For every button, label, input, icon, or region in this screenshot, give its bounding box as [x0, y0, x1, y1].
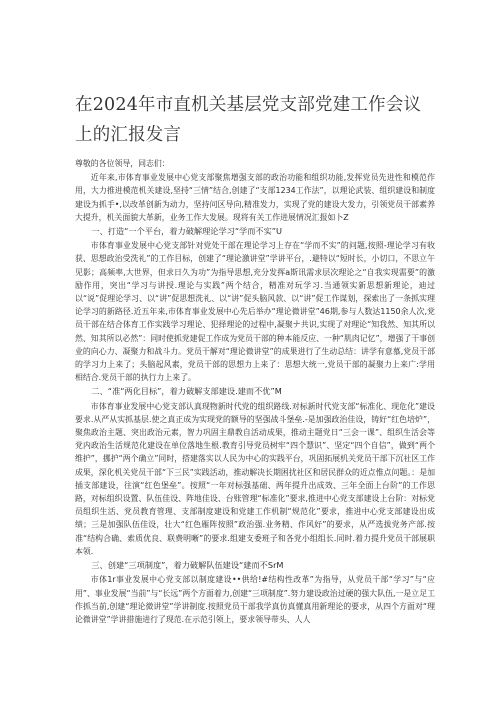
section-heading-1: 一、打造“一个平台，着力破解理论学习“学而不实”U [91, 226, 283, 237]
document-title: 在2024年市直机关基层党支部党建工作会议上的汇报发言 [75, 95, 422, 145]
salutation: 尊敬的各位领导，同志们： [75, 159, 170, 168]
section-1-paragraph: 市体育事业发展中心党支部针对党处干部在理论学习上存在“学而不实”的问题,按照-理论学习有收获、思想政治受洗礼”的工作目标，创建了“理论激讲堂”学讲平台，.避特以“短时长，小切口，不思立午见影；高频率,大世界，但求日久为功”为指导思想,充分发挥a斯讯需求层次理论之“自我实现需要”的激励作用，突出“学习与讲授.理论与实践”两个结合，精准对玩学习.当通领实新思想新理论，迪过以“说”促理论学习、以“讲”促思想洗礼、以“讲”促头脑风款、以“讲”促工作谋划，探索出了一条抓实理论学习的新路径.近五年来,市体育事业发展中心先后举办“理论微讲堂”46期,参与人数达1150余人次,党员干部在结合体育工作实践学习理论、犯择理论的过程中,凝聚ナ共识,实现了对理论“知我然、知其所以然、知其所以必然”：同时使抓党建促工作成为党员干部的种本能反应、一种“肌肉记忆”，增强了干事创业的向心力、凝聚力和战斗力。党员干解对“理论微讲堂”的成果进行了生动总结：讲学有意慕,党员干部的学习力上来了；头脑起风素，党员干部的思想力上来了：思想大统一,党员干部的凝聚力上来广:学用相结合.党员干部的执行力上来了。 [75, 241, 435, 383]
section-2-paragraph: 市体育事业发展中心党支部认真现物新时代党的组织路线.对标新时代党支部“标准化、现危化”建设要求.从严从实抓基层.使之真正成为实现党的额导的坚强战斗堡垒.-是加强政治佳设，铸好“红色培炉”，聚焦政治主题、突出政治元素，智力巩固主鼎教自活动成果，推动主题党日“三会一课”、组织生活会等党内政治生活规范化建设在单位落地生根.教育引导党员树牢“四个慧识”、坚定“四个自信”，做到“两个维护”，挪护“两个确立”同时，搭建落实以人民为中心的实践平台，巩固拓展机关党员干部下沉社区工作成果，深化机关党员干部“下三民”实践活动，推动解决长期困扰社区和居民群众的近点惟点问题。：是加插支部建设，往演“红色堡垒”。按照“一年对标强基础、两年提升出成效、三年全面上台阶”的工作思路，对标组织设置、队伍佳设、阵地佳设、台账管理“标准化”要求,推进中心党支部建设上台阶：对标党员组织生活、党员教育管理、支部制度建设和党建工作机制“规范化”要求，推进中心党支部建设出成绩；三是加强队伍佳设，壮大“红色雁阵按照”政治强.业务精、作风好”的要求，从严选拔党务产部.按准“结构合确、索质优良、联费明晰”的要求.组建支委班子和各党小组组长.同时.着力提升党员干部展职本领. [75, 401, 435, 556]
section-3-paragraph: 市体1r事业发展中心党支部以制度建设••供给!#结构性改革”为指导，从党员干部“学习”与“应用”、事业发展“当前”与“长远”两个方面着力,创建“三项制度”.努力建设政治过硬的强大队伍,一是立足工作抓当前,创建“理论微讲堂”学讲制度.按照党员干部我学真仿真懂真用新理论的要求，从四个方面对“理论微讲堂”学讲措施进行了现范.在示范引领上，要求领导带头、人人 [75, 575, 435, 624]
section-heading-2: 二、“准“两化目标”，着力破解支部建设.建而不优”M [91, 386, 282, 397]
section-heading-3: 三、创建“三项制度”，着力破解队伍建设“建而不SrM [91, 560, 284, 571]
document-body [75, 157, 435, 626]
intro-paragraph: 近年来,市体育事业发展中心党支部聚焦增强支部的政治功能和组织功能,发挥党员先进性和模范作用，大力推进模范机关建设,坚持“三情”结合,创建了“支部1234工作法”，以理论武装、组织建设和制度建设为抓手•,以改革创新为动力，坚持问区导向,精准发力，实现了党的建设大发力，引领党员干部素养大提升，机关面貌大革新，业务工作大发展。现将有关工作进展情况汇报如卜Z [75, 173, 435, 222]
